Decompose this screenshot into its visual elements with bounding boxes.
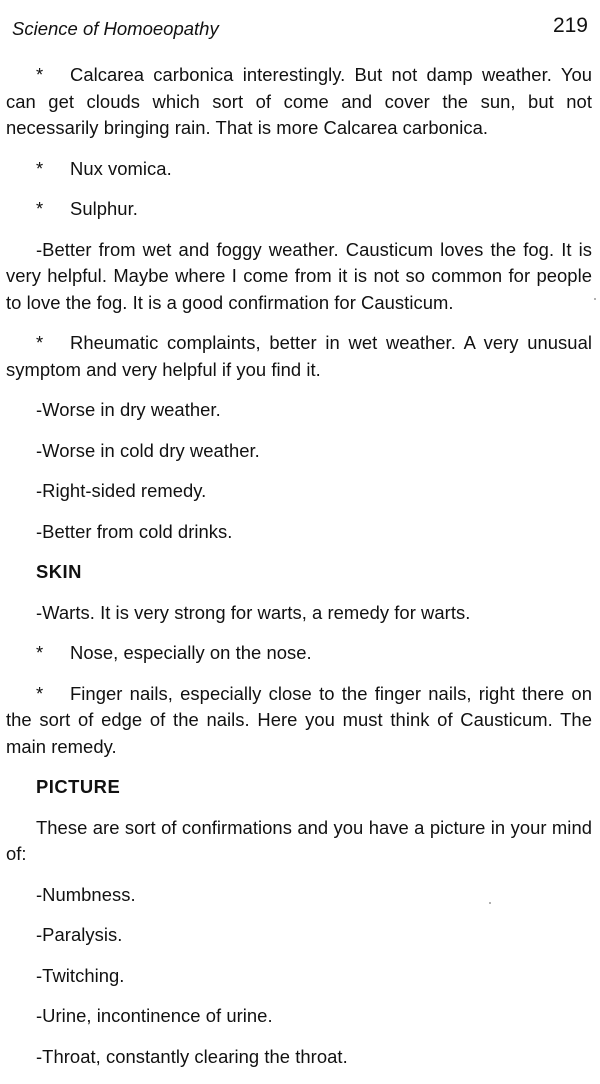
paragraph-text: Nose, especially on the nose. xyxy=(70,642,312,663)
section-heading-picture: PICTURE xyxy=(36,776,121,797)
page-body xyxy=(6,62,592,1084)
line-worse-dry: -Worse in dry weather. xyxy=(36,399,221,420)
line-right-sided: -Right-sided remedy. xyxy=(36,480,207,501)
bullet-asterisk: * xyxy=(36,198,44,219)
paragraph-text: Finger nails, especially close to the finger nails, right there on the sort of edge of the nails. Here you must think of Causticum. The main remedy. xyxy=(6,682,592,757)
paragraph-foggy-weather: -Better from wet and foggy weather. Causticum loves the fog. It is very helpful. Maybe where I come from it is not so common for people to love the fog. It is a good confirmation for Causticum. xyxy=(6,238,592,313)
bullet-asterisk: * xyxy=(36,642,44,663)
bullet-asterisk: * xyxy=(36,332,44,353)
running-title: Science of Homoeopathy xyxy=(12,18,219,39)
line-numbness: -Numbness. xyxy=(36,883,136,905)
bullet-asterisk: * xyxy=(36,64,44,85)
bullet-asterisk: * xyxy=(36,157,44,179)
bullet-asterisk: * xyxy=(36,682,44,704)
paragraph-confirmations: These are sort of confirmations and you have a picture in your mind of: xyxy=(6,816,592,864)
line-cold-drinks: -Better from cold drinks. xyxy=(36,520,233,542)
paragraph-nose xyxy=(6,640,592,667)
line-paralysis: -Paralysis. xyxy=(36,924,123,945)
page-number: 219 xyxy=(552,14,588,37)
line-worse-cold-dry: -Worse in cold dry weather. xyxy=(36,439,260,461)
line-warts: -Warts. It is very strong for warts, a remedy for warts. xyxy=(36,601,471,623)
paragraph-text: Sulphur. xyxy=(70,198,138,219)
scan-speck xyxy=(489,902,491,904)
page-header xyxy=(8,14,592,44)
paragraph-text: Nux vomica. xyxy=(70,157,172,179)
line-throat: -Throat, constantly clearing the throat. xyxy=(36,1045,348,1067)
paragraph-calcarea xyxy=(6,62,592,142)
scan-speck xyxy=(594,298,596,300)
line-twitching: -Twitching. xyxy=(36,964,125,986)
paragraph-text: Calcarea carbonica interestingly. But not damp weather. You can get clouds which sort of come and cover the sun, but not necessarily bringing rain. That is more Calcarea carbonica. xyxy=(6,64,592,138)
paragraph-text: Rheumatic complaints, better in wet weather. A very unusual symptom and very helpful if you find it. xyxy=(6,332,592,380)
paragraph-finger-nails xyxy=(6,681,592,761)
paragraph-rheumatic xyxy=(6,330,592,383)
paragraph-nux-vomica xyxy=(6,156,592,183)
paragraph-sulphur xyxy=(6,196,592,223)
line-urine: -Urine, incontinence of urine. xyxy=(36,1005,273,1026)
section-heading-skin: SKIN xyxy=(36,561,82,582)
